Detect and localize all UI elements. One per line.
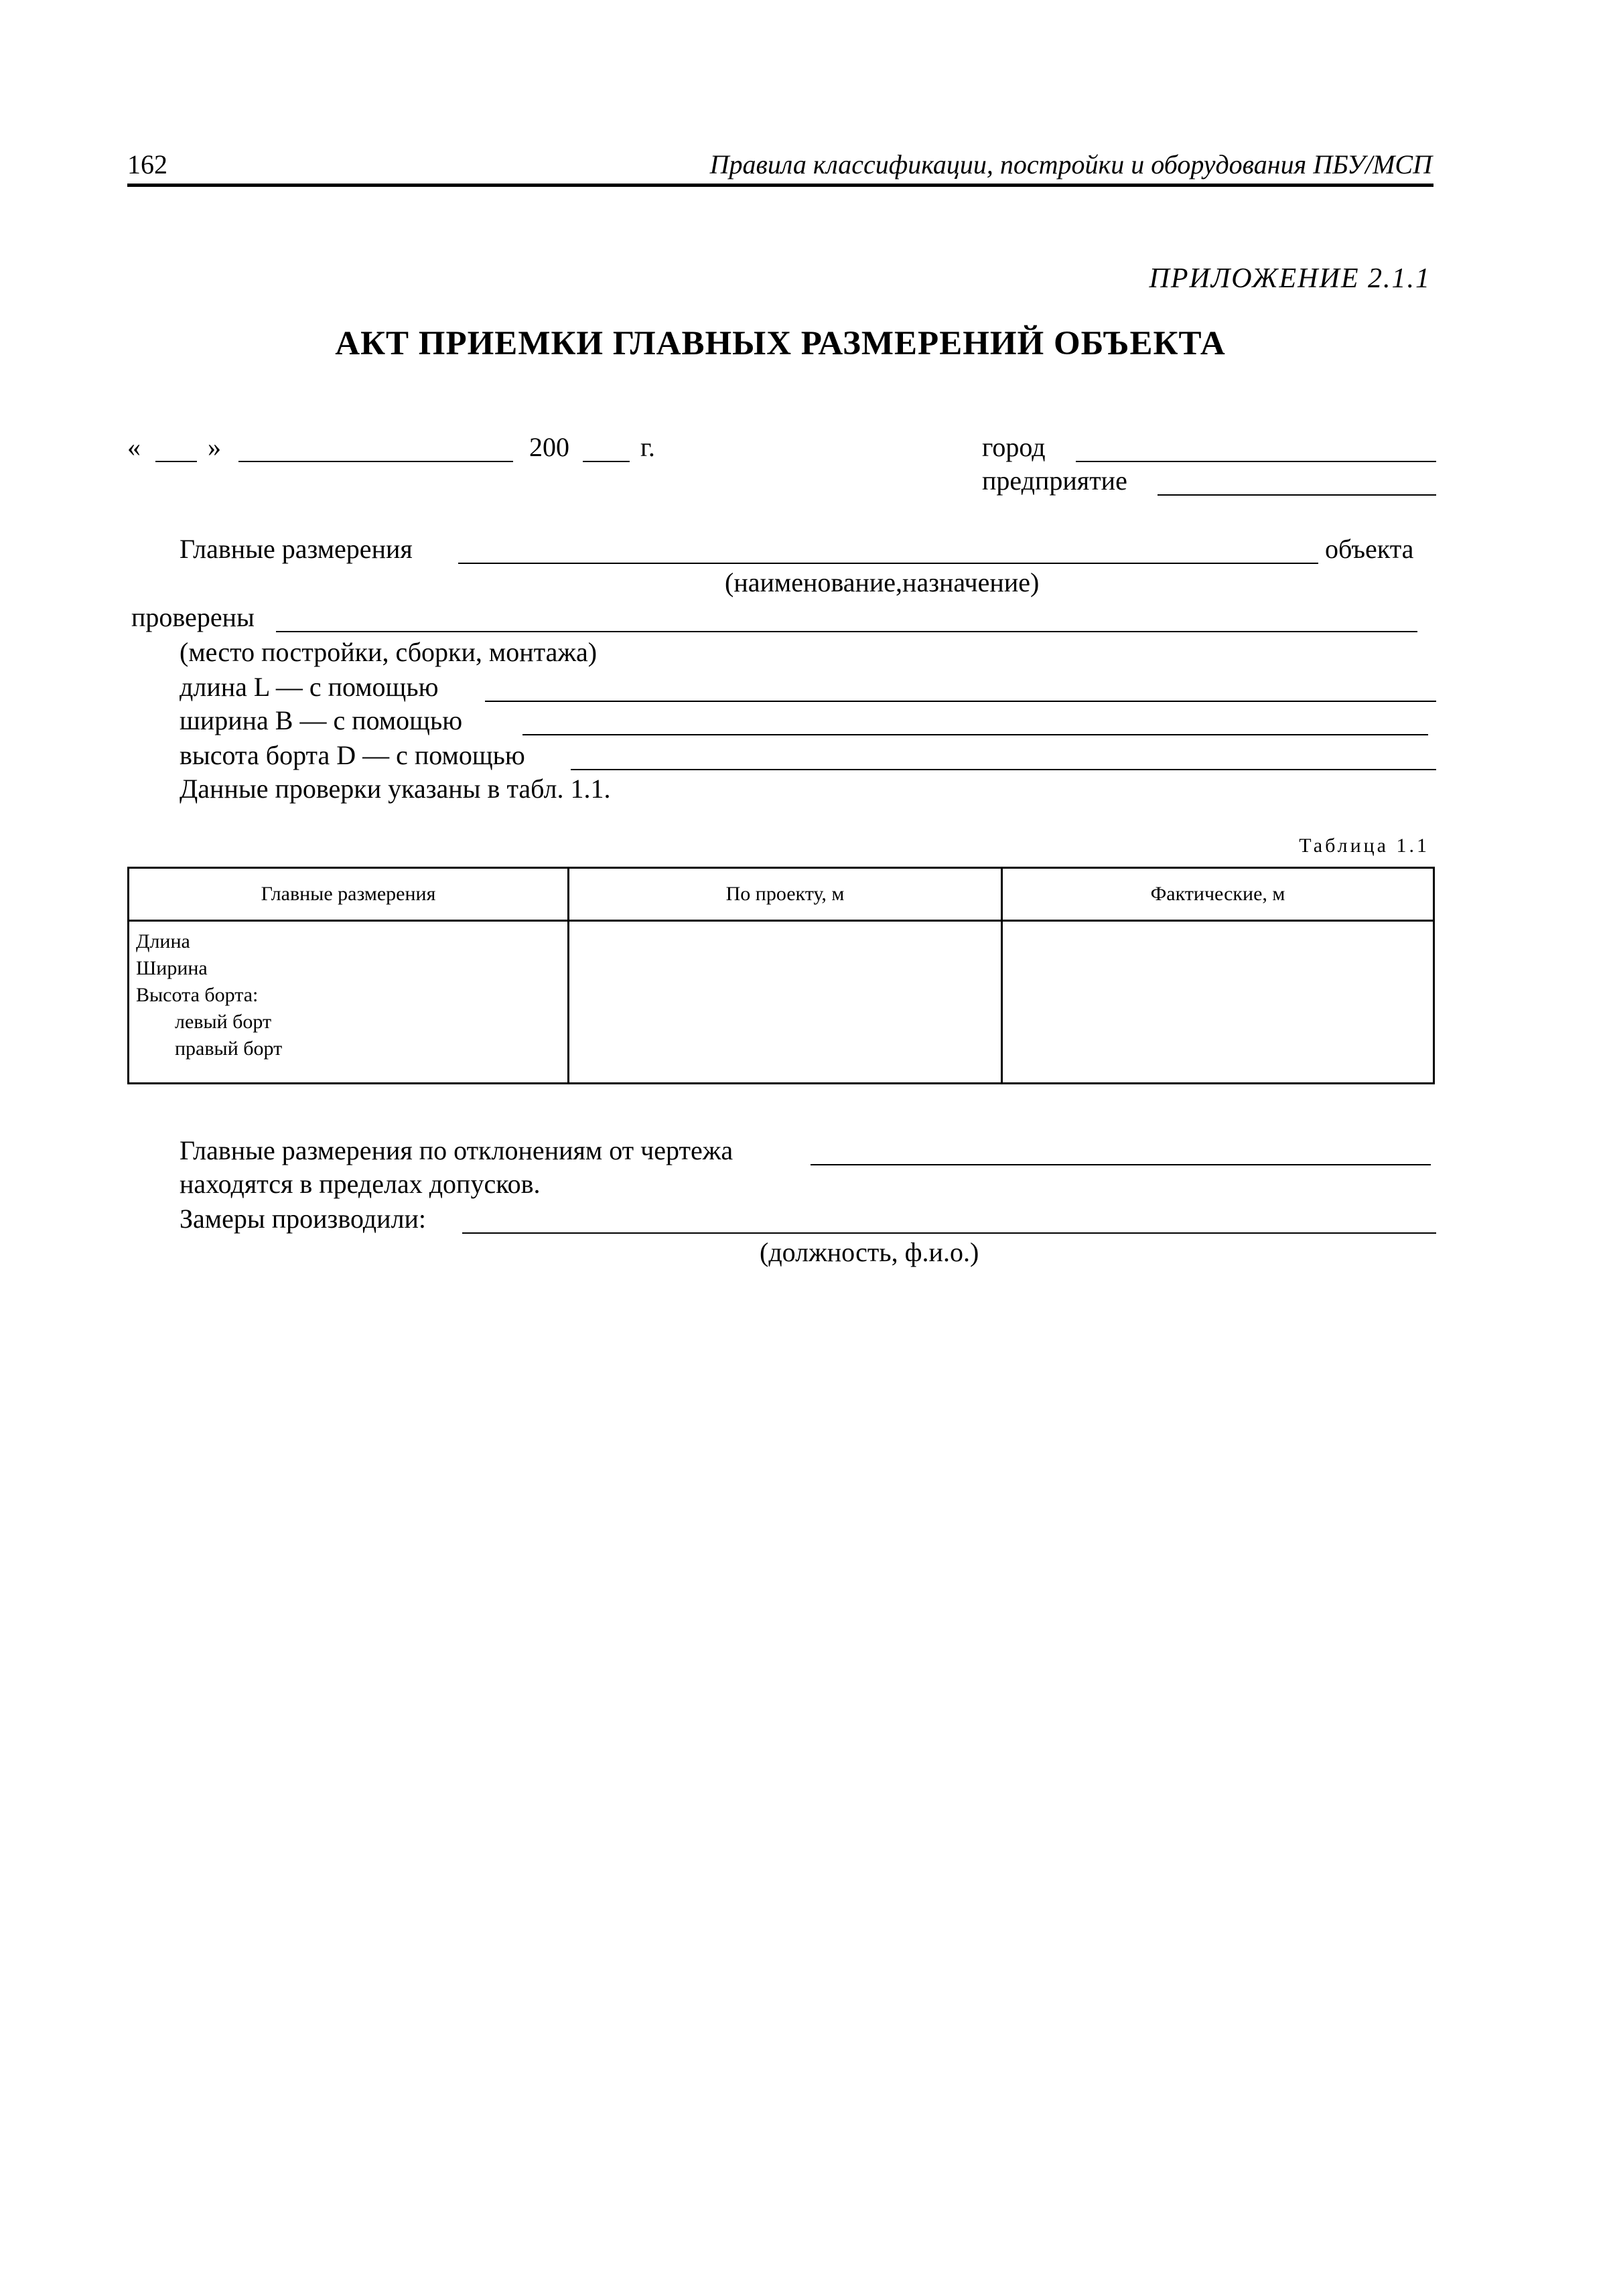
date-day-field[interactable] bbox=[155, 461, 197, 462]
date-year-suffix: г. bbox=[640, 432, 655, 462]
row-left-side: левый борт bbox=[175, 1011, 272, 1033]
tolerance-text: находятся в пределах допусков. bbox=[180, 1169, 541, 1199]
page-number: 162 bbox=[127, 149, 167, 180]
checked-place-field[interactable] bbox=[276, 631, 1417, 632]
place-hint: (место постройки, сборки, монтажа) bbox=[180, 637, 598, 667]
city-label: город bbox=[982, 432, 1046, 462]
date-month-field[interactable] bbox=[238, 461, 513, 462]
depth-method-field[interactable] bbox=[571, 769, 1436, 770]
row-right-side: правый борт bbox=[175, 1037, 283, 1060]
width-method-field[interactable] bbox=[522, 734, 1428, 735]
column-header: По проекту, м bbox=[569, 868, 1002, 921]
actual-values-cell[interactable] bbox=[1002, 921, 1434, 1084]
appendix-label: ПРИЛОЖЕНИЕ 2.1.1 bbox=[1149, 263, 1431, 294]
object-word: объекта bbox=[1325, 534, 1414, 564]
column-header: Главные размерения bbox=[129, 868, 569, 921]
date-year-field[interactable] bbox=[583, 461, 630, 462]
measured-label: Замеры производили: bbox=[180, 1204, 427, 1234]
enterprise-field[interactable] bbox=[1158, 494, 1436, 496]
table-header-row bbox=[129, 868, 1434, 921]
measured-by-field[interactable] bbox=[462, 1232, 1436, 1234]
design-values-cell[interactable] bbox=[569, 921, 1002, 1084]
dimension-names-cell bbox=[129, 921, 569, 1084]
document-title: АКТ ПРИЕМКИ ГЛАВНЫХ РАЗМЕРЕНИЙ ОБЪЕКТА bbox=[335, 325, 1226, 362]
width-label: ширина B — с помощью bbox=[180, 705, 463, 735]
date-close-quote: » bbox=[208, 432, 221, 462]
depth-label: высота борта D — с помощью bbox=[180, 740, 525, 770]
date-year-prefix: 200 bbox=[529, 432, 569, 462]
date-open-quote: « bbox=[127, 432, 141, 462]
length-label: длина L — с помощью bbox=[180, 672, 439, 702]
header-rule bbox=[127, 184, 1433, 187]
table-caption: Таблица 1.1 bbox=[1299, 835, 1429, 857]
dimensions-table bbox=[127, 867, 1435, 1084]
checked-label: проверены bbox=[131, 602, 255, 632]
row-width: Ширина bbox=[136, 957, 208, 979]
table-row bbox=[129, 921, 1434, 1084]
name-hint: (наименование,назначение) bbox=[725, 567, 1040, 597]
length-method-field[interactable] bbox=[485, 701, 1436, 702]
city-field[interactable] bbox=[1076, 461, 1436, 462]
data-note: Данные проверки указаны в табл. 1.1. bbox=[180, 774, 611, 804]
object-name-field[interactable] bbox=[458, 563, 1318, 564]
position-hint: (должность, ф.и.о.) bbox=[760, 1237, 979, 1267]
main-dims-label: Главные размерения bbox=[180, 534, 413, 564]
deviation-label: Главные размерения по отклонениям от чертежа bbox=[180, 1135, 733, 1165]
row-length: Длина bbox=[136, 930, 190, 952]
enterprise-label: предприятие bbox=[982, 465, 1127, 496]
column-header: Фактические, м bbox=[1002, 868, 1434, 921]
deviation-field[interactable] bbox=[811, 1164, 1431, 1165]
running-title: Правила классификации, постройки и оборудования ПБУ/МСП bbox=[709, 149, 1432, 180]
row-depth: Высота борта: bbox=[136, 984, 259, 1006]
